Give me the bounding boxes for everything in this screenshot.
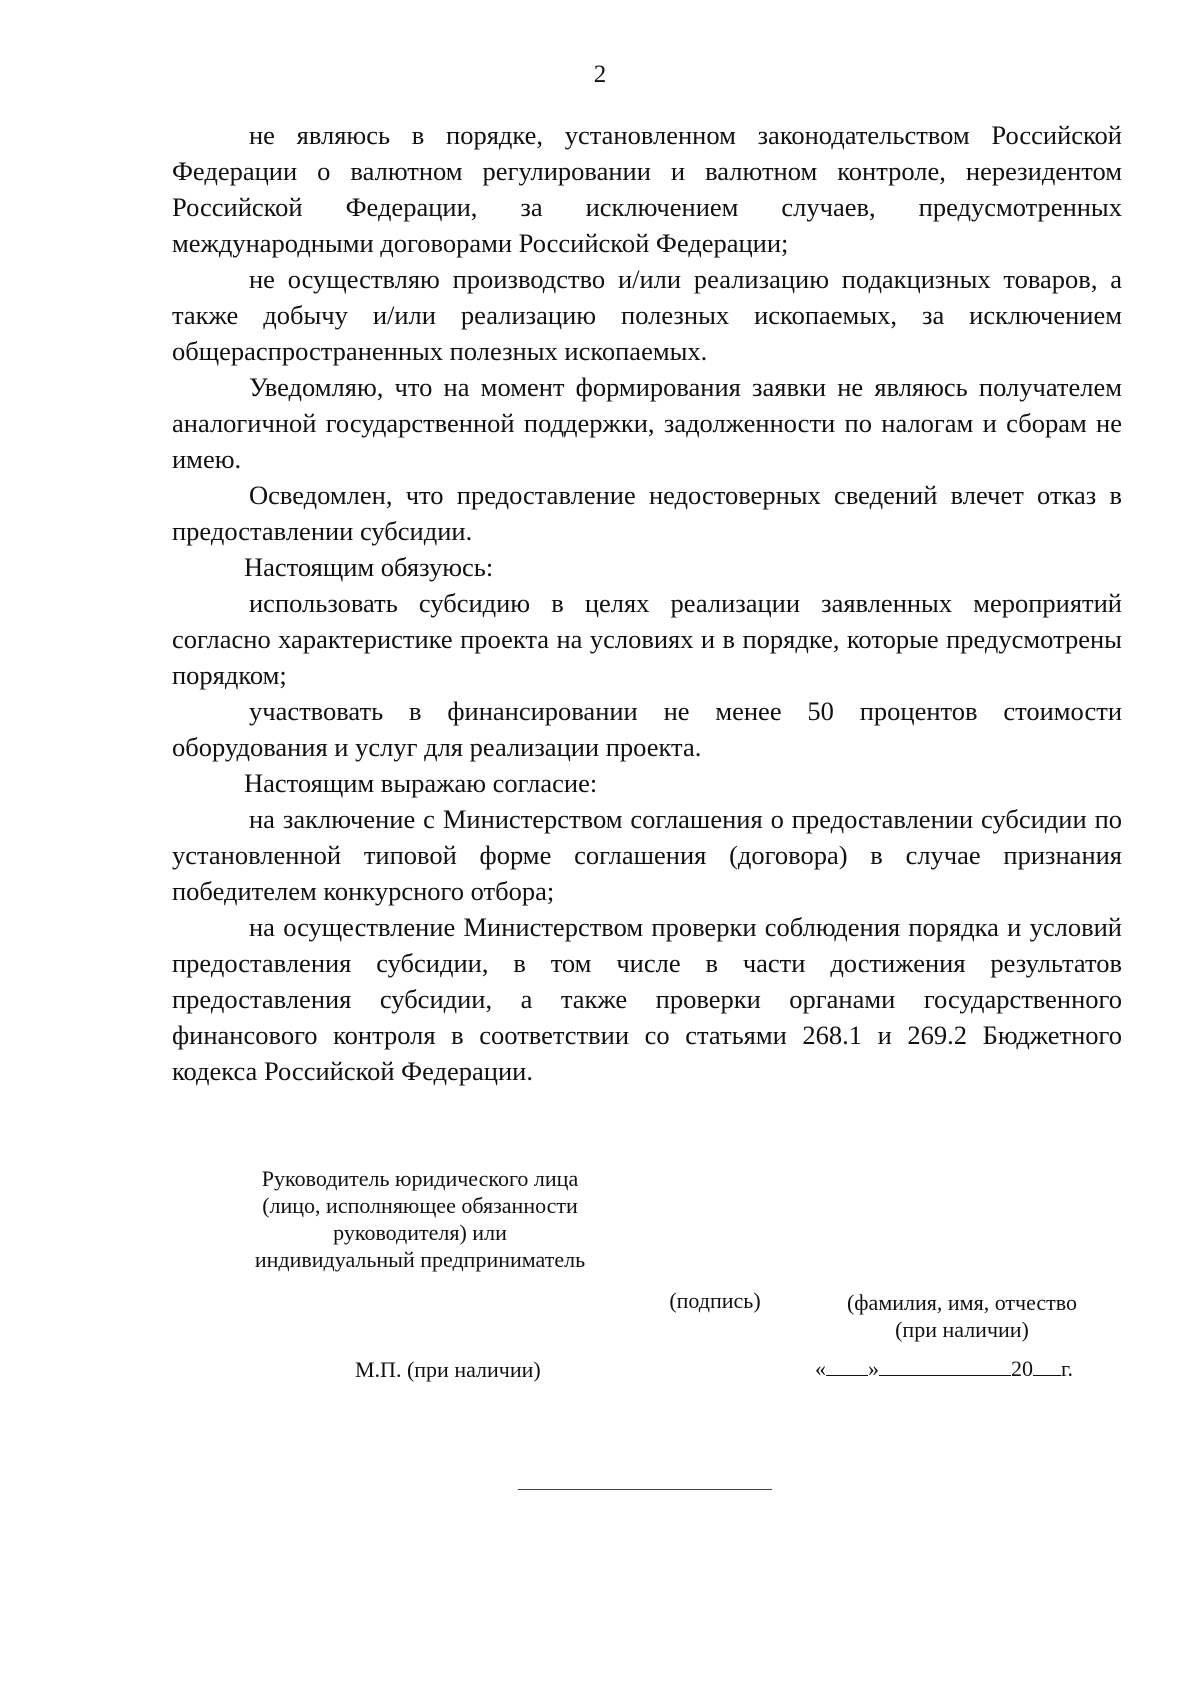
signatory-role-line: Руководитель юридического лица <box>261 1166 579 1191</box>
date-year-suffix: г. <box>1061 1356 1074 1381</box>
date-field <box>815 1355 1073 1382</box>
date-day-blank <box>826 1355 868 1376</box>
full-name-label-line: (при наличии) <box>895 1317 1029 1342</box>
signatory-role-line: руководителя) или <box>333 1220 507 1245</box>
signatory-role-line: (лицо, исполняющее обязанности <box>262 1193 578 1218</box>
paragraph-agreement-consent: на заключение с Министерством соглашения о предоставлении субсидии по установленной типовой форме соглашения (договора) в случае признания победителем конкурсного отбора; <box>172 804 1122 906</box>
full-name-label <box>832 1289 1092 1343</box>
signature-label: (подпись) <box>669 1288 761 1313</box>
date-month-blank <box>879 1355 1011 1376</box>
date-year-prefix: 20 <box>1011 1356 1033 1381</box>
paragraph-informed: Осведомлен, что предоставление недостоверных сведений влечет отказ в предоставлении субсидии. <box>172 480 1122 546</box>
document-body <box>172 117 1122 1089</box>
paragraph-consent-heading: Настоящим выражаю согласие: <box>244 768 598 798</box>
signatory-role <box>225 1165 615 1273</box>
date-year-blank <box>1033 1355 1061 1376</box>
stamp-label: М.П. (при наличии) <box>355 1357 541 1382</box>
paragraph-use-subsidy: использовать субсидию в целях реализации заявленных мероприятий согласно характеристике проекта на условиях и в порядке, которые предусмотрены порядком; <box>172 588 1122 690</box>
full-name-label-line: (фамилия, имя, отчество <box>846 1290 1078 1315</box>
paragraph-excise-goods: не осуществляю производство и/или реализацию подакцизных товаров, а также добычу и/или реализацию полезных ископаемых, за исключением общераспространенных полезных ископаемых. <box>172 264 1122 366</box>
paragraph-nonresident: не являюсь в порядке, установленном законодательством Российской Федерации о валютном регулировании и валютном контроле, нерезидентом Российской Федерации, за исключением случаев, предусмотренных международными договорами Российской Федерации; <box>172 120 1122 258</box>
date-open-quote: « <box>815 1356 826 1381</box>
signatory-role-line: индивидуальный предприниматель <box>254 1247 586 1272</box>
date-close-quote: » <box>868 1356 879 1381</box>
paragraph-obligations-heading: Настоящим обязуюсь: <box>244 552 494 582</box>
page-number: 2 <box>593 61 607 88</box>
paragraph-cofinancing: участвовать в финансировании не менее 50 процентов стоимости оборудования и услуг для реализации проекта. <box>172 696 1122 762</box>
paragraph-notification: Уведомляю, что на момент формирования заявки не являюсь получателем аналогичной государственной поддержки, задолженности по налогам и сборам не имею. <box>172 372 1122 474</box>
end-divider <box>518 1489 772 1490</box>
paragraph-audit-consent: на осуществление Министерством проверки соблюдения порядка и условий предоставления субсидии, в том числе в части достижения результатов предоставления субсидии, а также проверки органами государственного финансового контроля в соответствии со статьями 268.1 и 269.2 Бюджетного кодекса Российской Федерации. <box>172 912 1122 1086</box>
